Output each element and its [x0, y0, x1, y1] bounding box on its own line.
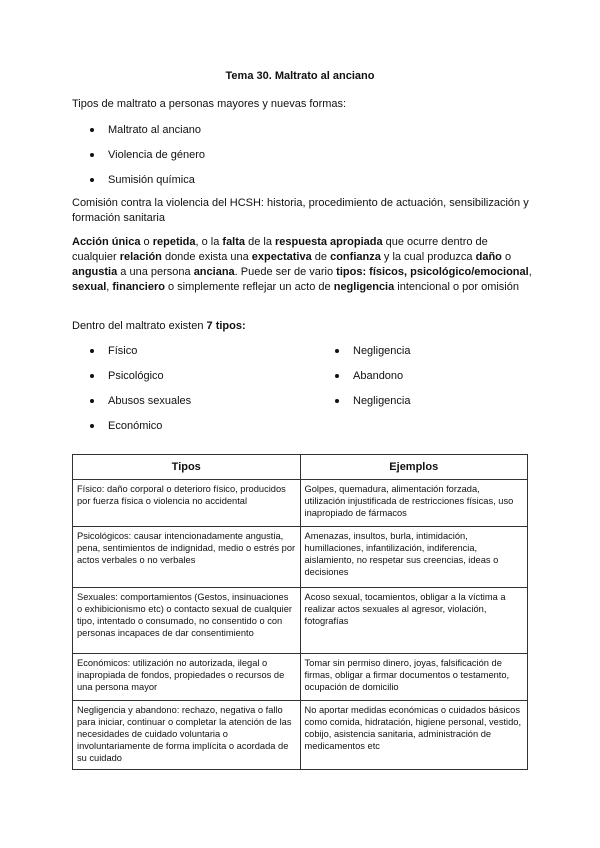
list-item: Negligencia	[317, 394, 517, 419]
table-row	[73, 654, 528, 701]
types-list-left	[72, 344, 322, 444]
text-run: ,	[106, 281, 113, 293]
header-ejemplos: Ejemplos	[300, 455, 528, 480]
bold-term: falta	[222, 236, 246, 248]
definition-paragraph	[72, 235, 532, 295]
types-count: 7 tipos:	[206, 320, 246, 332]
list-item: Abusos sexuales	[72, 394, 322, 419]
bold-term: angustia	[72, 266, 118, 278]
table-row	[73, 588, 528, 654]
table-row	[73, 527, 528, 588]
bold-term: Acción única	[72, 236, 141, 248]
table-header-row	[73, 455, 528, 480]
bold-term: respuesta apropiada	[275, 236, 383, 248]
text-run: o	[501, 251, 512, 263]
bold-term: daño	[475, 251, 502, 263]
list-item: Negligencia	[317, 344, 517, 369]
text-run: o simplemente reflejar un acto de	[164, 281, 334, 293]
text-run: intencional o por omisión	[394, 281, 519, 293]
type-cell: Negligencia y abandono: rechazo, negativa o fallo para iniciar, continuar o completar la atención de las necesidades de cuidado voluntaria o involuntariamente de forma implícita o acordada de su cuidado	[73, 701, 301, 770]
text-run: a una persona	[117, 266, 194, 278]
text-run: de la	[245, 236, 275, 248]
type-cell: Físico: daño corporal o deterioro físico, producidos por fuerza física o violencia no accidental	[73, 480, 301, 527]
types-table	[72, 454, 528, 770]
bold-term: anciana	[193, 266, 235, 278]
text-run: que ocurre dentro de cualquier	[72, 236, 488, 263]
text-run: . Puede ser de vario	[234, 266, 337, 278]
list-item: Violencia de género	[72, 148, 372, 173]
text-run: de	[311, 251, 331, 263]
text-run: ,	[528, 266, 532, 278]
list-item: Maltrato al anciano	[72, 123, 372, 148]
types-intro-text: Dentro del maltrato existen	[72, 320, 207, 332]
table-row	[73, 701, 528, 770]
example-cell: Golpes, quemadura, alimentación forzada, utilización injustificada de restricciones físicas, uso inapropiado de fármacos	[300, 480, 528, 527]
example-cell: Amenazas, insultos, burla, intimidación, humillaciones, infantilización, indiferencia, aislamiento, no respetar sus creencias, ideas o decisiones	[300, 527, 528, 588]
bold-term: negligencia	[333, 281, 395, 293]
type-cell: Sexuales: comportamientos (Gestos, insinuaciones o exhibicionismo etc) o contacto sexual de cualquier tipo, intentado o consumado, no consentido o con personas incapaces de dar consentimiento	[73, 588, 301, 654]
bold-term: financiero	[112, 281, 165, 293]
commission-text: Comisión contra la violencia del HCSH: historia, procedimiento de actuación, sensibilización y formación sanitaria	[72, 197, 529, 224]
types-list-right	[317, 344, 517, 419]
bold-term: confianza	[330, 251, 381, 263]
example-cell: Acoso sexual, tocamientos, obligar a la víctima a realizar actos sexuales al agresor, violación, fotografías	[300, 588, 528, 654]
bold-term: repetida	[152, 236, 196, 248]
list-item: Físico	[72, 344, 322, 369]
text-run: , o la	[195, 236, 223, 248]
type-cell: Económicos: utilización no autorizada, ilegal o inapropiada de fondos, propiedades o recursos de una persona mayor	[73, 654, 301, 701]
text-run: o	[140, 236, 153, 248]
page-title: Tema 30. Maltrato al anciano	[225, 70, 375, 82]
type-cell: Psicológicos: causar intencionadamente angustia, pena, sentimientos de indignidad, medio o estrés por actos verbales o no verbales	[73, 527, 301, 588]
text-run: donde exista una	[161, 251, 252, 263]
bold-term: expectativa	[251, 251, 312, 263]
header-tipos: Tipos	[73, 455, 301, 480]
list-item: Sumisión química	[72, 173, 372, 198]
text-run: y la cual produzca	[380, 251, 476, 263]
types-intro	[72, 319, 532, 334]
bold-term: relación	[119, 251, 162, 263]
bold-term: tipos: físicos, psicológico/emocional	[336, 266, 529, 278]
table-row	[73, 480, 528, 527]
list-item: Psicológico	[72, 369, 322, 394]
list-item: Económico	[72, 419, 322, 444]
list-item: Abandono	[317, 369, 517, 394]
example-cell: No aportar medidas económicas o cuidados básicos como comida, hidratación, higiene personal, vestido, cobijo, asistencia sanitaria, administración de medicamentos etc	[300, 701, 528, 770]
intro-text: Tipos de maltrato a personas mayores y nuevas formas:	[72, 98, 347, 110]
bold-term: sexual	[72, 281, 107, 293]
forms-list	[72, 123, 372, 198]
example-cell: Tomar sin permiso dinero, joyas, falsificación de firmas, obligar a firmar documentos o testamento, ocupación de domicilio	[300, 654, 528, 701]
